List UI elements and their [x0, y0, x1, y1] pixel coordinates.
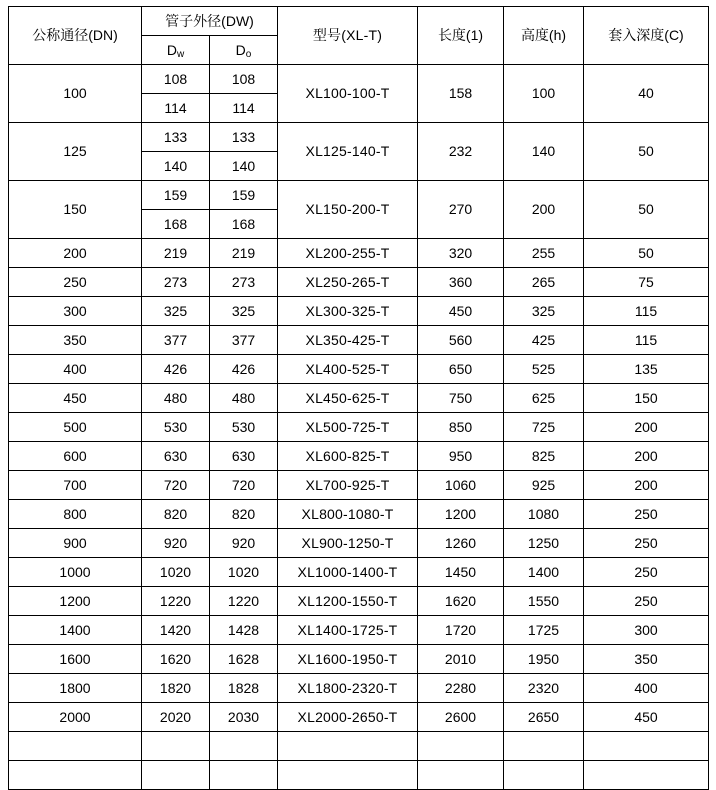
cell-do: 273 — [210, 268, 278, 297]
cell-model: XL1000-1400-T — [278, 558, 418, 587]
cell-model: XL1400-1725-T — [278, 616, 418, 645]
cell-length: 650 — [418, 355, 504, 384]
cell-model: XL1800-2320-T — [278, 674, 418, 703]
cell-height: 200 — [504, 181, 584, 239]
cell-dn: 150 — [9, 181, 142, 239]
cell-dn: 350 — [9, 326, 142, 355]
cell-insert: 200 — [584, 471, 709, 500]
cell-height: 925 — [504, 471, 584, 500]
cell-length: 1260 — [418, 529, 504, 558]
header-length: 长度(1) — [418, 7, 504, 65]
cell-dn: 100 — [9, 65, 142, 123]
cell-length: 2280 — [418, 674, 504, 703]
cell-insert: 350 — [584, 645, 709, 674]
cell-model: XL500-725-T — [278, 413, 418, 442]
cell-model: XL125-140-T — [278, 123, 418, 181]
table-row — [9, 442, 709, 471]
cell-do: 108 — [210, 65, 278, 94]
table-row — [9, 239, 709, 268]
cell-do: 426 — [210, 355, 278, 384]
cell-length: 950 — [418, 442, 504, 471]
cell-dw: 133 — [142, 123, 210, 152]
cell-insert — [584, 761, 709, 790]
cell-length: 158 — [418, 65, 504, 123]
cell-insert: 150 — [584, 384, 709, 413]
cell-dw: 140 — [142, 152, 210, 181]
cell-do: 480 — [210, 384, 278, 413]
cell-dw: 108 — [142, 65, 210, 94]
cell-height: 265 — [504, 268, 584, 297]
header-do: $D_o$ — [210, 36, 278, 65]
table-row — [9, 123, 709, 152]
table-row — [9, 326, 709, 355]
cell-dn: 600 — [9, 442, 142, 471]
cell-dw — [142, 761, 210, 790]
cell-height: 725 — [504, 413, 584, 442]
cell-dw: 377 — [142, 326, 210, 355]
cell-do: 2030 — [210, 703, 278, 732]
cell-length — [418, 732, 504, 761]
cell-height: 425 — [504, 326, 584, 355]
cell-dw: 114 — [142, 94, 210, 123]
cell-length: 1450 — [418, 558, 504, 587]
cell-do: 168 — [210, 210, 278, 239]
cell-length — [418, 761, 504, 790]
cell-dw — [142, 732, 210, 761]
cell-height: 525 — [504, 355, 584, 384]
cell-model — [278, 732, 418, 761]
cell-do: 1428 — [210, 616, 278, 645]
table-row — [9, 529, 709, 558]
cell-height: 1950 — [504, 645, 584, 674]
cell-dn: 200 — [9, 239, 142, 268]
cell-dn: 125 — [9, 123, 142, 181]
cell-model: XL600-825-T — [278, 442, 418, 471]
cell-model: XL200-255-T — [278, 239, 418, 268]
table-body — [9, 65, 709, 790]
cell-do: 920 — [210, 529, 278, 558]
cell-dn: 1400 — [9, 616, 142, 645]
cell-model: XL800-1080-T — [278, 500, 418, 529]
cell-length: 232 — [418, 123, 504, 181]
cell-insert: 300 — [584, 616, 709, 645]
cell-do: 530 — [210, 413, 278, 442]
cell-do: 630 — [210, 442, 278, 471]
cell-model — [278, 761, 418, 790]
header-insert-depth: 套入深度(C) — [584, 7, 709, 65]
table-row — [9, 413, 709, 442]
cell-do: 133 — [210, 123, 278, 152]
pipe-specification-table — [8, 6, 709, 790]
cell-dw: 1820 — [142, 674, 210, 703]
cell-height: 2320 — [504, 674, 584, 703]
cell-length: 1620 — [418, 587, 504, 616]
cell-dw: 820 — [142, 500, 210, 529]
cell-dw: 720 — [142, 471, 210, 500]
cell-insert: 50 — [584, 123, 709, 181]
cell-do: 140 — [210, 152, 278, 181]
cell-model: XL100-100-T — [278, 65, 418, 123]
cell-do: 1020 — [210, 558, 278, 587]
table-header — [9, 7, 709, 65]
cell-dn: 1600 — [9, 645, 142, 674]
cell-height — [504, 761, 584, 790]
cell-model: XL1200-1550-T — [278, 587, 418, 616]
table-row — [9, 645, 709, 674]
cell-dn — [9, 761, 142, 790]
table-row — [9, 674, 709, 703]
cell-model: XL700-925-T — [278, 471, 418, 500]
cell-do — [210, 761, 278, 790]
cell-dn: 900 — [9, 529, 142, 558]
cell-dn: 1000 — [9, 558, 142, 587]
cell-do: 377 — [210, 326, 278, 355]
cell-length: 1200 — [418, 500, 504, 529]
cell-height: 1400 — [504, 558, 584, 587]
cell-dw: 1420 — [142, 616, 210, 645]
cell-model: XL150-200-T — [278, 181, 418, 239]
cell-model: XL1600-1950-T — [278, 645, 418, 674]
cell-insert: 400 — [584, 674, 709, 703]
cell-dw: 168 — [142, 210, 210, 239]
cell-length: 1060 — [418, 471, 504, 500]
header-height: 高度(h) — [504, 7, 584, 65]
cell-dw: 480 — [142, 384, 210, 413]
cell-dn: 1800 — [9, 674, 142, 703]
table-row — [9, 384, 709, 413]
table-row — [9, 181, 709, 210]
cell-do: 820 — [210, 500, 278, 529]
header-pipe-outer-diameter: 管子外径(DW) — [142, 7, 278, 36]
cell-length: 1720 — [418, 616, 504, 645]
cell-length: 2010 — [418, 645, 504, 674]
header-model: 型号(XL-T) — [278, 7, 418, 65]
cell-do: 1828 — [210, 674, 278, 703]
cell-height: 100 — [504, 65, 584, 123]
cell-length: 850 — [418, 413, 504, 442]
cell-dw: 1020 — [142, 558, 210, 587]
cell-model: XL2000-2650-T — [278, 703, 418, 732]
cell-insert: 40 — [584, 65, 709, 123]
cell-length: 450 — [418, 297, 504, 326]
cell-dw: 630 — [142, 442, 210, 471]
cell-height: 140 — [504, 123, 584, 181]
cell-dw: 1620 — [142, 645, 210, 674]
cell-height: 1250 — [504, 529, 584, 558]
cell-do: 1628 — [210, 645, 278, 674]
cell-dn: 1200 — [9, 587, 142, 616]
cell-dn: 2000 — [9, 703, 142, 732]
cell-height: 1080 — [504, 500, 584, 529]
cell-model: XL300-325-T — [278, 297, 418, 326]
cell-model: XL450-625-T — [278, 384, 418, 413]
cell-dw: 159 — [142, 181, 210, 210]
cell-dn: 450 — [9, 384, 142, 413]
cell-height: 325 — [504, 297, 584, 326]
cell-dw: 1220 — [142, 587, 210, 616]
cell-height: 1725 — [504, 616, 584, 645]
cell-insert: 75 — [584, 268, 709, 297]
cell-insert: 135 — [584, 355, 709, 384]
header-row-1 — [9, 7, 709, 36]
cell-dn — [9, 732, 142, 761]
cell-dn: 400 — [9, 355, 142, 384]
table-row — [9, 268, 709, 297]
header-dw: $D_w$ — [142, 36, 210, 65]
cell-length: 2600 — [418, 703, 504, 732]
header-nominal-diameter: 公称通径(DN) — [9, 7, 142, 65]
cell-dw: 530 — [142, 413, 210, 442]
table-row — [9, 355, 709, 384]
table-row — [9, 761, 709, 790]
cell-height: 625 — [504, 384, 584, 413]
cell-model: XL400-525-T — [278, 355, 418, 384]
cell-dw: 426 — [142, 355, 210, 384]
cell-length: 320 — [418, 239, 504, 268]
cell-dn: 300 — [9, 297, 142, 326]
cell-do: 114 — [210, 94, 278, 123]
cell-dw: 219 — [142, 239, 210, 268]
cell-height: 825 — [504, 442, 584, 471]
cell-do — [210, 732, 278, 761]
table-row — [9, 732, 709, 761]
cell-dn: 700 — [9, 471, 142, 500]
cell-height — [504, 732, 584, 761]
cell-insert: 450 — [584, 703, 709, 732]
cell-dw: 325 — [142, 297, 210, 326]
cell-model: XL250-265-T — [278, 268, 418, 297]
cell-insert — [584, 732, 709, 761]
cell-dw: 273 — [142, 268, 210, 297]
table-row — [9, 471, 709, 500]
table-row — [9, 297, 709, 326]
cell-model: XL350-425-T — [278, 326, 418, 355]
cell-insert: 250 — [584, 500, 709, 529]
cell-insert: 115 — [584, 297, 709, 326]
table-row — [9, 500, 709, 529]
cell-insert: 50 — [584, 181, 709, 239]
table-row — [9, 65, 709, 94]
cell-insert: 250 — [584, 558, 709, 587]
cell-do: 219 — [210, 239, 278, 268]
table-row — [9, 587, 709, 616]
cell-dn: 500 — [9, 413, 142, 442]
cell-length: 750 — [418, 384, 504, 413]
cell-height: 255 — [504, 239, 584, 268]
cell-do: 325 — [210, 297, 278, 326]
cell-length: 270 — [418, 181, 504, 239]
cell-model: XL900-1250-T — [278, 529, 418, 558]
cell-insert: 200 — [584, 413, 709, 442]
cell-do: 1220 — [210, 587, 278, 616]
cell-dw: 920 — [142, 529, 210, 558]
cell-dn: 800 — [9, 500, 142, 529]
cell-do: 720 — [210, 471, 278, 500]
table-row — [9, 616, 709, 645]
cell-length: 360 — [418, 268, 504, 297]
cell-insert: 115 — [584, 326, 709, 355]
cell-dn: 250 — [9, 268, 142, 297]
cell-insert: 50 — [584, 239, 709, 268]
cell-insert: 250 — [584, 587, 709, 616]
cell-height: 1550 — [504, 587, 584, 616]
cell-insert: 250 — [584, 529, 709, 558]
table-row — [9, 703, 709, 732]
cell-insert: 200 — [584, 442, 709, 471]
cell-height: 2650 — [504, 703, 584, 732]
cell-do: 159 — [210, 181, 278, 210]
cell-length: 560 — [418, 326, 504, 355]
table-row — [9, 558, 709, 587]
cell-dw: 2020 — [142, 703, 210, 732]
